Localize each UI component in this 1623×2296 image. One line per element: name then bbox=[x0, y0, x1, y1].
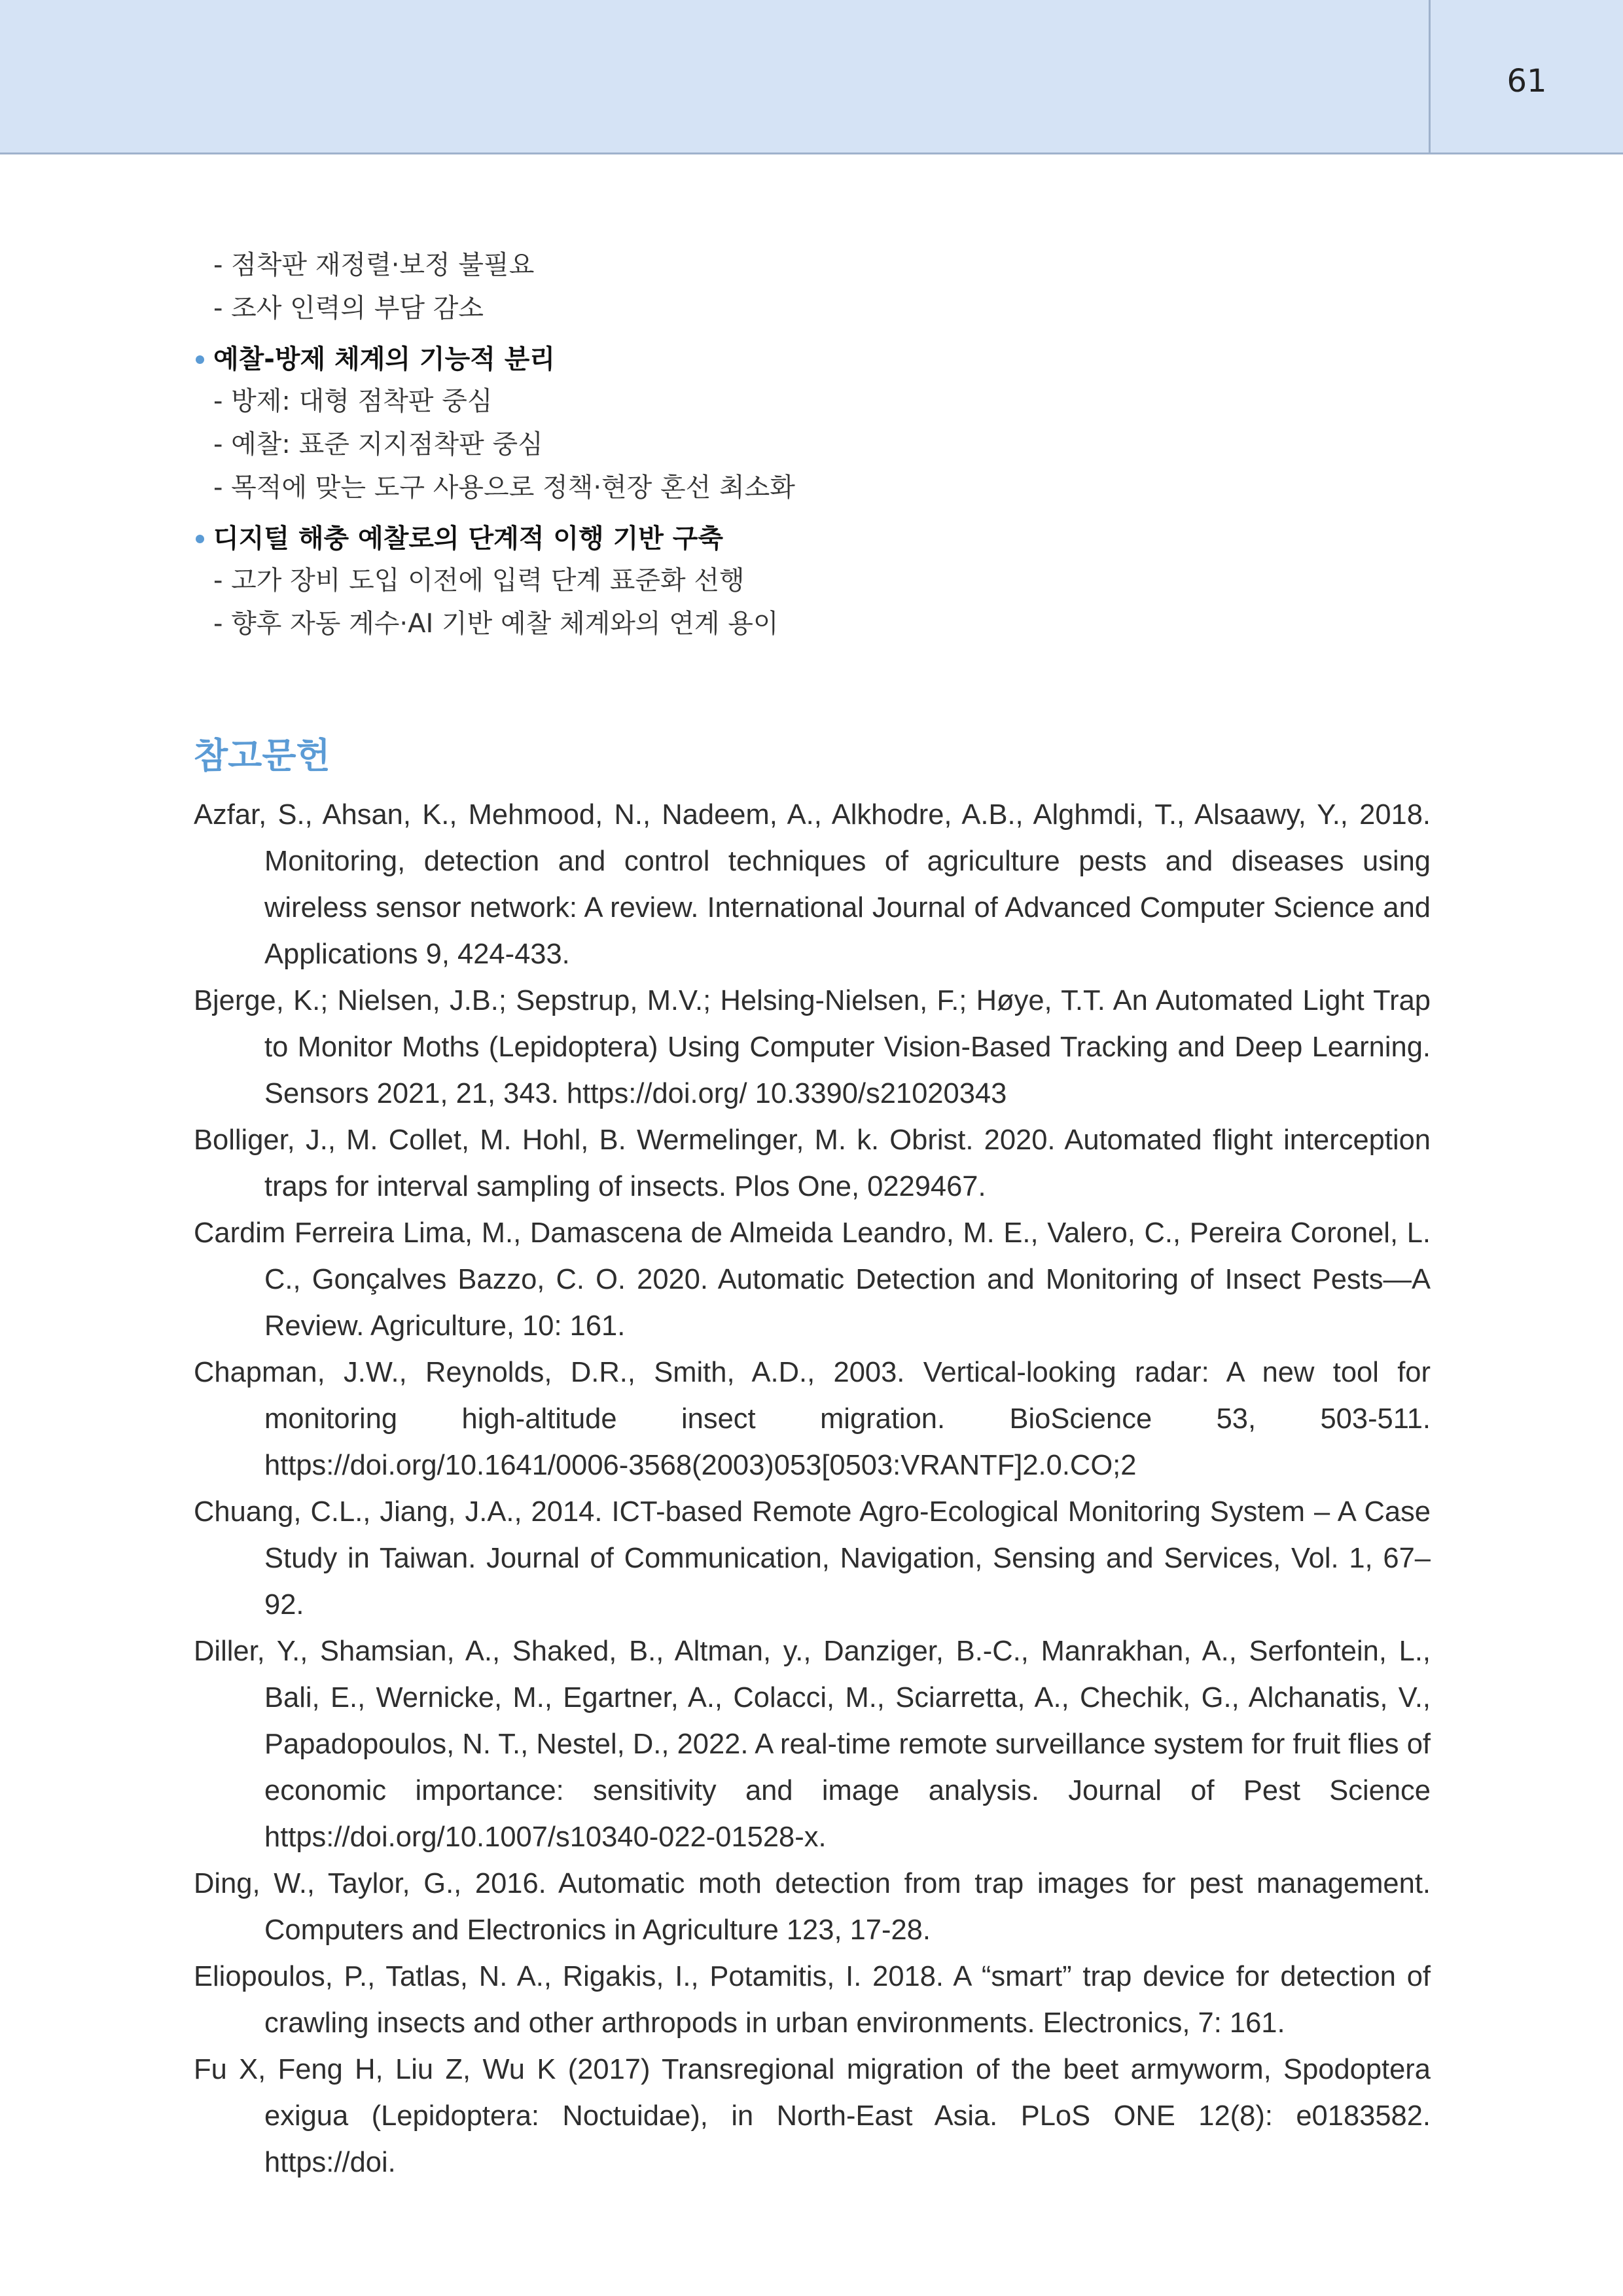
bullet-heading: 디지털 해충 예찰로의 단계적 이행 기반 구축 bbox=[194, 518, 1431, 559]
reference-entry: Chapman, J.W., Reynolds, D.R., Smith, A.D., 2003. Vertical-looking radar: A new tool for monitoring high-altitude insect migration. BioScience 53, 503-511. https://doi.org/10.1641/0006-3568(2003)053[0503:VRANTF]2.0.CO;2 bbox=[194, 1357, 1431, 1481]
reference-entry: Cardim Ferreira Lima, M., Damascena de Almeida Leandro, M. E., Valero, C., Pereira Coronel, L. C., Gonçalves Bazzo, C. O. 2020. Automatic Detection and Monitoring of Insect Pests—A Review. Agriculture, 10: 161. bbox=[194, 1217, 1431, 1342]
reference-entry: Bolliger, J., M. Collet, M. Hohl, B. Wermelinger, M. k. Obrist. 2020. Automated flight interception traps for interval sampling of insects. Plos One, 0229467. bbox=[194, 1124, 1431, 1202]
references-heading: 참고문헌 bbox=[194, 735, 330, 776]
page-number: 61 bbox=[1507, 63, 1547, 99]
reference-entry: Fu X, Feng H, Liu Z, Wu K (2017) Transregional migration of the beet armyworm, Spodoptera exigua (Lepidoptera: Noctuidae), in North-East Asia. PLoS ONE 12(8): e0183582. https://doi. bbox=[194, 2054, 1431, 2178]
reference-entry: Azfar, S., Ahsan, K., Mehmood, N., Nadeem, A., Alkhodre, A.B., Alghmdi, T., Alsaawy, Y., 2018. Monitoring, detection and control techniques of agriculture pests and diseases using wireless sensor network: A review. International Journal of Advanced Computer Science and Applications 9, 424-433. bbox=[194, 799, 1431, 970]
list-subitem: - 점착판 재정렬·보정 불필요 bbox=[213, 250, 535, 280]
summary-list bbox=[194, 243, 1431, 645]
reference-entry: Chuang, C.L., Jiang, J.A., 2014. ICT-based Remote Agro-Ecological Monitoring System – A Case Study in Taiwan. Journal of Communication, Navigation, Sensing and Services, Vol. 1, 67–92. bbox=[194, 1496, 1431, 1621]
reference-list bbox=[194, 792, 1431, 2186]
reference-entry: Diller, Y., Shamsian, A., Shaked, B., Altman, y., Danziger, B.-C., Manrakhan, A., Serfontein, L., Bali, E., Wernicke, M., Egartner, A., Colacci, M., Sciarretta, A., Chechik, G., Alchanatis, V., Papadopoulos, N. T., Nestel, D., 2022. A real-time remote surveillance system for fruit flies of economic importance: sensitivity and image analysis. Journal of Pest Science https://doi.org/10.1007/s10340-022-01528-x. bbox=[194, 1636, 1431, 1853]
list-subitem: - 조사 인력의 부담 감소 bbox=[213, 293, 484, 323]
list-subitem: - 향후 자동 계수·AI 기반 예찰 체계와의 연계 용이 bbox=[213, 609, 779, 639]
reference-entry: Bjerge, K.; Nielsen, J.B.; Sepstrup, M.V.; Helsing-Nielsen, F.; Høye, T.T. An Automated Light Trap to Monitor Moths (Lepidoptera) Using Computer Vision-Based Tracking and Deep Learning. Sensors 2021, 21, 343. https://doi.org/ 10.3390/s21020343 bbox=[194, 985, 1431, 1109]
bullet-heading: 예찰-방제 체계의 기능적 분리 bbox=[194, 339, 1431, 380]
list-subitem: - 방제: 대형 점착판 중심 bbox=[213, 386, 493, 416]
list-subitem: - 고가 장비 도입 이전에 입력 단계 표준화 선행 bbox=[213, 565, 745, 596]
header-band bbox=[0, 0, 1623, 154]
reference-entry: Eliopoulos, P., Tatlas, N. A., Rigakis, I., Potamitis, I. 2018. A “smart” trap device for detection of crawling insects and other arthropods in urban environments. Electronics, 7: 161. bbox=[194, 1961, 1431, 2039]
list-subitem: - 목적에 맞는 도구 사용으로 정책·현장 혼선 최소화 bbox=[213, 473, 795, 503]
reference-entry: Ding, W., Taylor, G., 2016. Automatic moth detection from trap images for pest management. Computers and Electronics in Agriculture 123, 17-28. bbox=[194, 1868, 1431, 1946]
list-subitem: - 예찰: 표준 지지점착판 중심 bbox=[213, 429, 543, 459]
